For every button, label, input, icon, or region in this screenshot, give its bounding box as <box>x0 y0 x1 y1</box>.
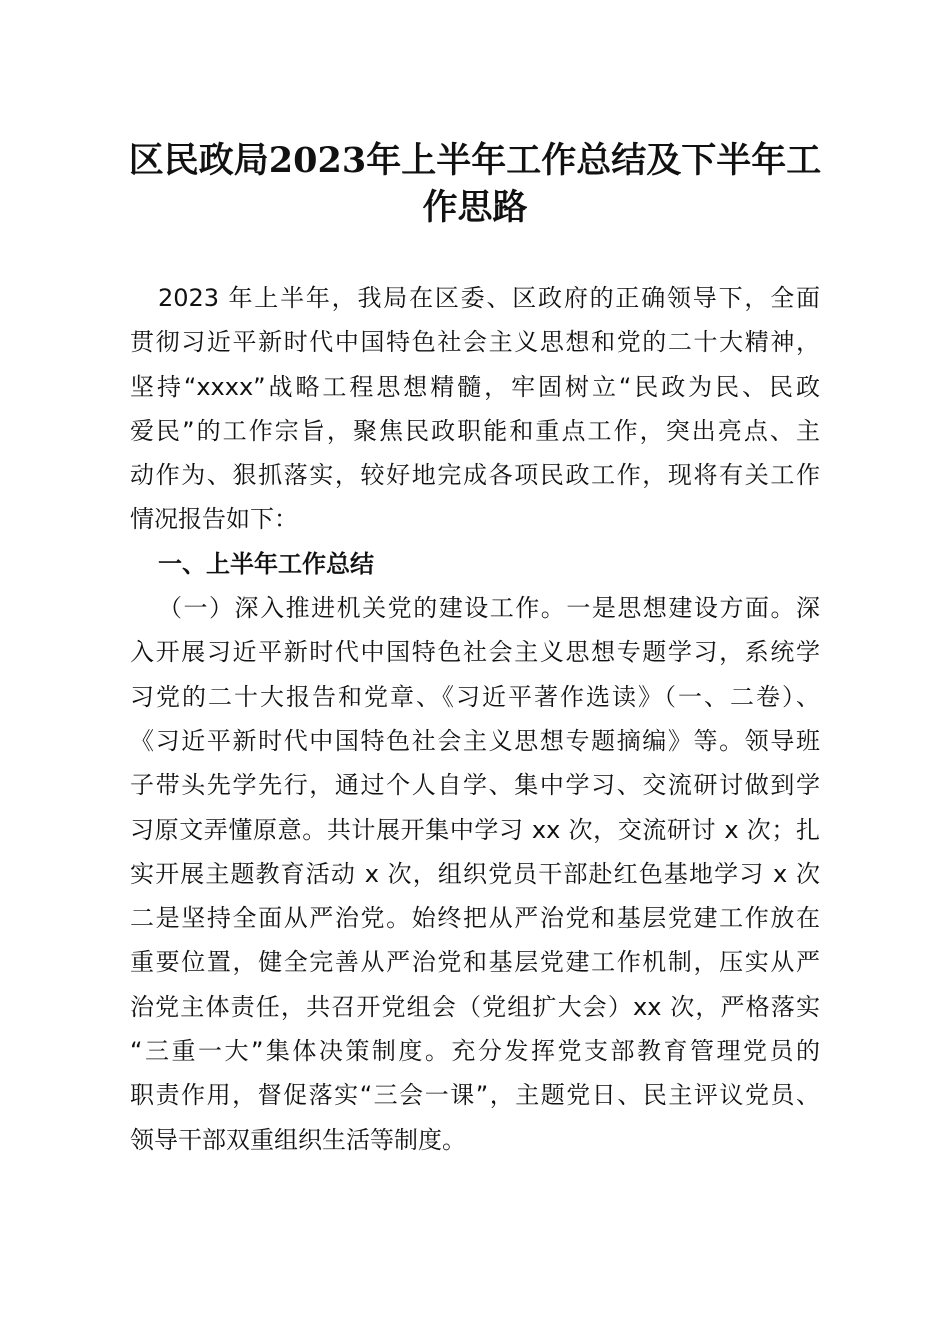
paragraph <box>130 586 820 1162</box>
paragraph <box>130 276 820 542</box>
text-line: 习党的二十大报告和党章、《习近平著作选读》（一、二卷）、 <box>130 682 820 711</box>
text-line: “三重一大”集体决策制度。充分发挥党支部教育管理党员的 <box>130 1037 820 1066</box>
document-title-line-1: 区民政局2023年上半年工作总结及下半年工 <box>128 140 822 181</box>
text-line: 习原文弄懂原意。共计展开集中学习 xx 次，交流研讨 x 次；扎 <box>130 815 820 844</box>
text-line: 职责作用，督促落实“三会一课”，主题党日、民主评议党员、 <box>130 1081 820 1110</box>
text-line: 子带头先学先行，通过个人自学、集中学习、交流研讨做到学 <box>130 771 820 800</box>
text-line: 实开展主题教育活动 x 次，组织党员干部赴红色基地学习 x 次 <box>130 859 820 888</box>
text-line: 领导干部双重组织生活等制度。 <box>130 1125 466 1154</box>
text-line: 爱民”的工作宗旨，聚焦民政职能和重点工作，突出亮点、主 <box>130 416 820 445</box>
text-line: 治党主体责任，共召开党组会（党组扩大会）xx 次，严格落实 <box>130 992 820 1021</box>
text-line: 2023 年上半年，我局在区委、区政府的正确领导下，全面 <box>158 284 820 312</box>
text-line: 重要位置，健全完善从严治党和基层党建工作机制，压实从严 <box>130 948 820 977</box>
section-heading <box>130 542 820 586</box>
text-line: 贯彻习近平新时代中国特色社会主义思想和党的二十大精神， <box>130 328 820 357</box>
text-line: 《习近平新时代中国特色社会主义思想专题摘编》等。领导班 <box>130 726 820 755</box>
text-line: 情况报告如下： <box>130 505 298 534</box>
text-line: 入开展习近平新时代中国特色社会主义思想专题学习，系统学 <box>130 638 820 667</box>
document-body <box>130 276 820 1162</box>
text-line: 二是坚持全面从严治党。始终把从严治党和基层党建工作放在 <box>130 904 820 933</box>
document-title-line-2: 作思路 <box>422 187 528 228</box>
text-line: 动作为、狠抓落实，较好地完成各项民政工作，现将有关工作 <box>130 461 820 490</box>
text-line: （一）深入推进机关党的建设工作。一是思想建设方面。深 <box>158 594 820 623</box>
text-line: 一、上半年工作总结 <box>158 549 374 578</box>
text-line: 坚持“xxxx”战略工程思想精髓，牢固树立“民政为民、民政 <box>130 372 820 401</box>
